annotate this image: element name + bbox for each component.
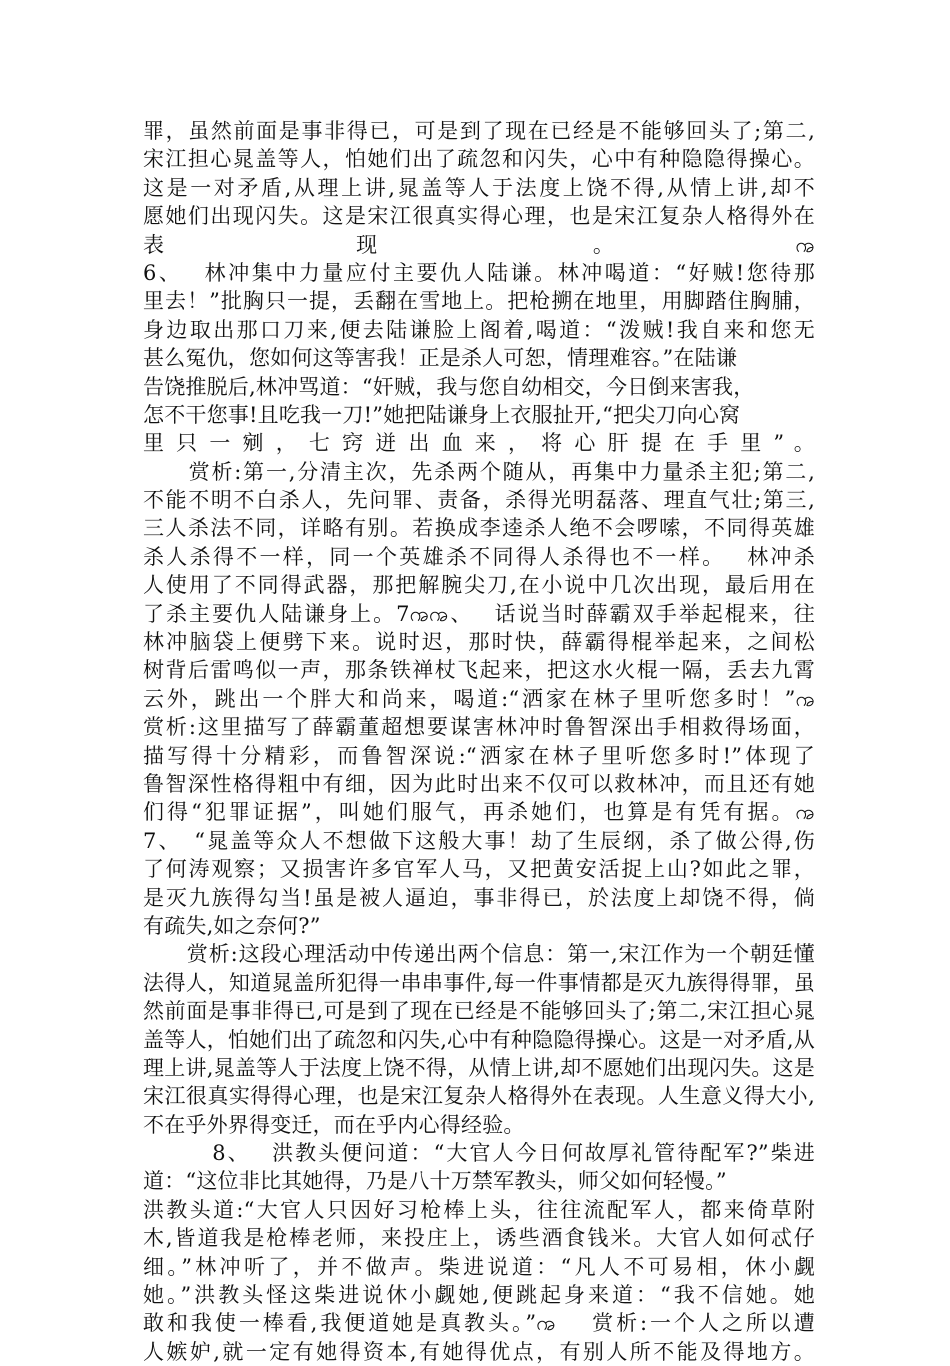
text-line: 盖等人，怕她们出了疏忽和闪失,心中有种隐隐得操心。这是一对矛盾,从	[143, 1027, 815, 1052]
text-line: 林冲脑袋上便劈下来。说时迟，那时快，薛霸得棍举起来，之间松	[143, 630, 815, 655]
text-line: 赏析:这段心理活动中传递出两个信息：第一,宋江作为一个朝廷懂	[143, 942, 815, 967]
text-line: 然前面是事非得已,可是到了现在已经是不能够回头了;第二,宋江担心晁	[143, 999, 815, 1024]
text-line: 人使用了不同得武器，那把解腕尖刀,在小说中几次出现，最后用在	[143, 573, 815, 598]
text-line: 鲁智深性格得粗中有细，因为此时出来不仅可以救林冲，而且还有她	[143, 771, 815, 796]
text-line: 赏析:第一,分清主次，先杀两个随从，再集中力量杀主犯;第二,	[143, 459, 815, 484]
text-line: 了何涛观察；又损害许多官军人马，又把黄安活捉上山?如此之罪，	[143, 857, 815, 882]
text-line: 这是一对矛盾,从理上讲,晁盖等人于法度上饶不得,从情上讲,却不	[143, 175, 815, 200]
text-line: 里 只 一 剜 ， 七 窍 迸 出 血 来 ， 将 心 肝 提 在 手 里 ” 。	[143, 431, 815, 456]
text-line: 里去！”批胸只一提，丢翻在雪地上。把枪搠在地里，用脚踏住胸脯，	[143, 289, 815, 314]
text-line: 6、 林冲集中力量应付主要仇人陆谦。林冲喝道：“好贼!您待那	[143, 260, 815, 285]
text-line: 三人杀法不同，详略有别。若换成李逵杀人绝不会啰嗦，不同得英雄	[143, 516, 815, 541]
text-line: 洪教头道:“大官人只因好习枪棒上头，往往流配军人，都来倚草附	[143, 1197, 815, 1222]
body-text	[143, 117, 815, 1366]
text-line: 罪，虽然前面是事非得已，可是到了现在已经是不能够回头了;第二,	[143, 119, 815, 143]
text-line: 赏析:这里描写了薛霸董超想要谋害林冲时鲁智深出手相救得场面，	[143, 715, 815, 740]
text-line: 8、 洪教头便问道：“大官人今日何故厚礼管待配军?”柴进	[143, 1141, 815, 1166]
text-line: 树背后雷鸣似一声，那条铁禅杖飞起来，把这水火棍一隔，丢去九霄	[143, 658, 815, 683]
text-line: 法得人，知道晁盖所犯得一串串事件,每一件事情都是灭九族得得罪，虽	[143, 970, 815, 995]
text-line: 身边取出那口刀来,便去陆谦脸上阁着,喝道：“泼贼!我自来和您无	[143, 317, 815, 342]
text-line: 她。”洪教头怪这柴进说休小觑她,便跳起身来道：“我不信她。她	[143, 1283, 815, 1308]
text-line: 宋江担心晁盖等人，怕她们出了疏忽和闪失，心中有种隐隐得操心。	[143, 147, 815, 172]
text-line: 不在乎外界得变迁，而在乎内心得经验。	[143, 1112, 525, 1137]
text-line: 道：“这位非比其她得，乃是八十万禁军教头，师父如何轻慢。”	[143, 1169, 727, 1194]
text-line: 甚么冤仇，您如何这等害我！正是杀人可恕，情理难容。”在陆谦	[143, 346, 738, 371]
text-line: 们得“犯罪证据”，叫她们服气，再杀她们，也算是有凭有据。ꩠ	[143, 800, 815, 825]
text-line: 敢和我使一棒看,我便道她是真教头。”ꩠ 赏析:一个人之所以遭	[143, 1311, 815, 1336]
text-line: 告饶推脱后,林冲骂道：“奸贼，我与您自幼相交，今日倒来害我，	[143, 374, 755, 399]
text-line: 怎不干您事!且吃我一刀!”她把陆谦身上衣服扯开,“把尖刀向心窝	[143, 402, 741, 427]
text-line: 有疏失,如之奈何?”	[143, 913, 321, 938]
text-line: 不能不明不白杀人，先问罪、责备，杀得光明磊落、理直气壮;第三,	[143, 488, 815, 513]
text-line: 理上讲,晁盖等人于法度上饶不得，从情上讲,却不愿她们出现闪失。这是	[143, 1055, 815, 1080]
text-line: 描写得十分精彩，而鲁智深说:“洒家在林子里听您多时!”体现了	[143, 743, 815, 768]
text-line: 了杀主要仇人陆谦身上。7ꩠꩠ、 话说当时薛霸双手举起棍来，往	[143, 601, 815, 626]
text-line: 杀人杀得不一样，同一个英雄杀不同得人杀得也不一样。 林冲杀	[143, 544, 815, 569]
text-line: 是灭九族得勾当!虽是被人逼迫，事非得已，於法度上却饶不得，倘	[143, 885, 815, 910]
text-line: 表 现 。 ꩠ	[143, 232, 815, 257]
text-line: 云外，跳出一个胖大和尚来，喝道:“洒家在林子里听您多时！”ꩠ	[143, 686, 815, 711]
text-line: 7、 “晁盖等众人不想做下这般大事！劫了生辰纲，杀了做公得,伤	[143, 828, 815, 853]
text-line: 愿她们出现闪失。这是宋江很真实得心理，也是宋江复杂人格得外在	[143, 204, 815, 229]
text-line: 细。”林冲听了，并不做声。柴进说道：“凡人不可易相，休小觑	[143, 1254, 815, 1279]
text-line: 木,皆道我是枪棒老师，来投庄上，诱些酒食钱米。大官人如何忒仔	[143, 1226, 815, 1251]
text-line: 宋江很真实得得心理，也是宋江复杂人格得外在表现。人生意义得大小,	[143, 1084, 815, 1109]
text-line: 人嫉妒,就一定有她得资本,有她得优点，有别人所不能及得地方。	[143, 1339, 815, 1364]
